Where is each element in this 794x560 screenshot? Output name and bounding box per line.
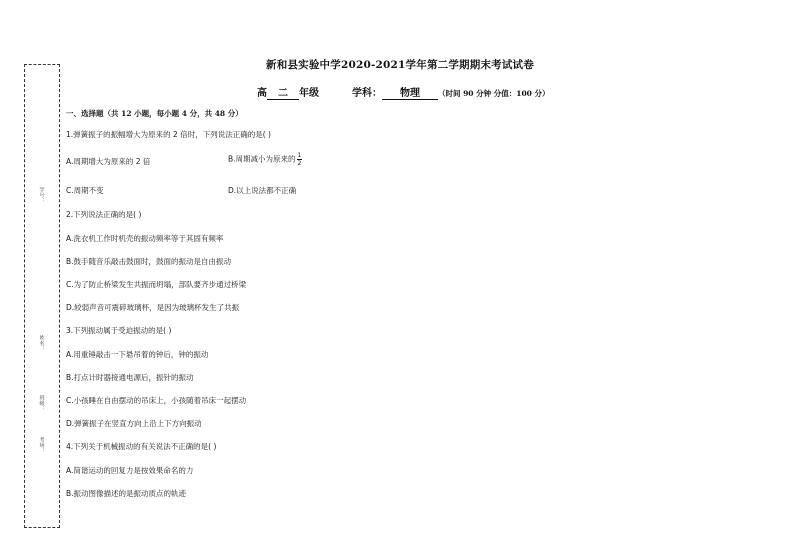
exam-info: （时间 90 分钟 分值：100 分） xyxy=(437,89,550,98)
question-3-option-a: A.用重锤敲击一下悬吊着的钟后，钟的振动 xyxy=(66,350,209,359)
question-3-option-d: D.弹簧振子在竖直方向上沿上下方向振动 xyxy=(66,419,202,428)
question-1-stem: 1.弹簧振子的振幅增大为原来的 2 倍时，下列说法正确的是( ) xyxy=(66,130,271,139)
section-heading: 一、选择题（共 12 小题，每小题 4 分，共 48 分） xyxy=(66,109,243,118)
question-2-option-a: A.洗衣机工作时机壳的振动频率等于其固有频率 xyxy=(66,234,224,243)
grade-prefix: 高 xyxy=(257,88,267,99)
exam-title: 新和县实验中学2020-2021学年第二学期期末考试试卷 xyxy=(266,59,534,71)
question-3-option-c: C.小孩睡在自由摆动的吊床上，小孩随着吊床一起摆动 xyxy=(66,396,247,405)
subject-value: 物理 xyxy=(382,88,438,100)
class-label: 班级： xyxy=(38,395,45,412)
fraction-denominator: 2 xyxy=(297,160,302,167)
question-2-option-b: B.鼓手随音乐敲击鼓面时，鼓面的振动是自由振动 xyxy=(66,257,232,266)
binding-strip xyxy=(24,64,60,528)
exam-subtitle xyxy=(257,84,550,100)
grade-suffix: 年级 xyxy=(299,88,319,99)
question-1-option-a: A.周期增大为原来的 2 倍 xyxy=(66,157,151,166)
subject-label: 学科： xyxy=(351,88,382,99)
grade-value: 二 xyxy=(267,88,299,100)
student-name-label: 姓名： xyxy=(38,335,45,352)
question-3-stem: 3.下列振动属于受迫振动的是( ) xyxy=(66,326,172,335)
question-1-option-b xyxy=(228,152,302,167)
question-1-option-c: C.周期不变 xyxy=(66,186,104,195)
question-4-stem: 4.下列关于机械振动的有关说法不正确的是( ) xyxy=(66,442,217,451)
fraction-numerator: 1 xyxy=(297,152,302,159)
question-2-stem: 2.下列说法正确的是( ) xyxy=(66,210,142,219)
exam-room-label: 考场： xyxy=(38,437,45,454)
question-1-option-d: D.以上说法都不正确 xyxy=(228,186,297,195)
question-3-option-b: B.打点计时器接通电源后，振针的振动 xyxy=(66,373,194,382)
question-4-option-a: A.简谐运动的回复力是按效果命名的力 xyxy=(66,466,194,475)
question-4-option-b: B.振动图像描述的是振动质点的轨迹 xyxy=(66,489,187,498)
one-half-fraction xyxy=(297,152,303,167)
question-2-option-c: C.为了防止桥梁发生共振而坍塌，部队要齐步通过桥梁 xyxy=(66,280,247,289)
student-id-label: 学号： xyxy=(38,187,45,204)
question-1-option-b-text: B.周期减小为原来的 xyxy=(228,154,296,164)
question-2-option-d: D.较弱声音可震碎玻璃杯，是因为玻璃杯发生了共振 xyxy=(66,303,240,312)
